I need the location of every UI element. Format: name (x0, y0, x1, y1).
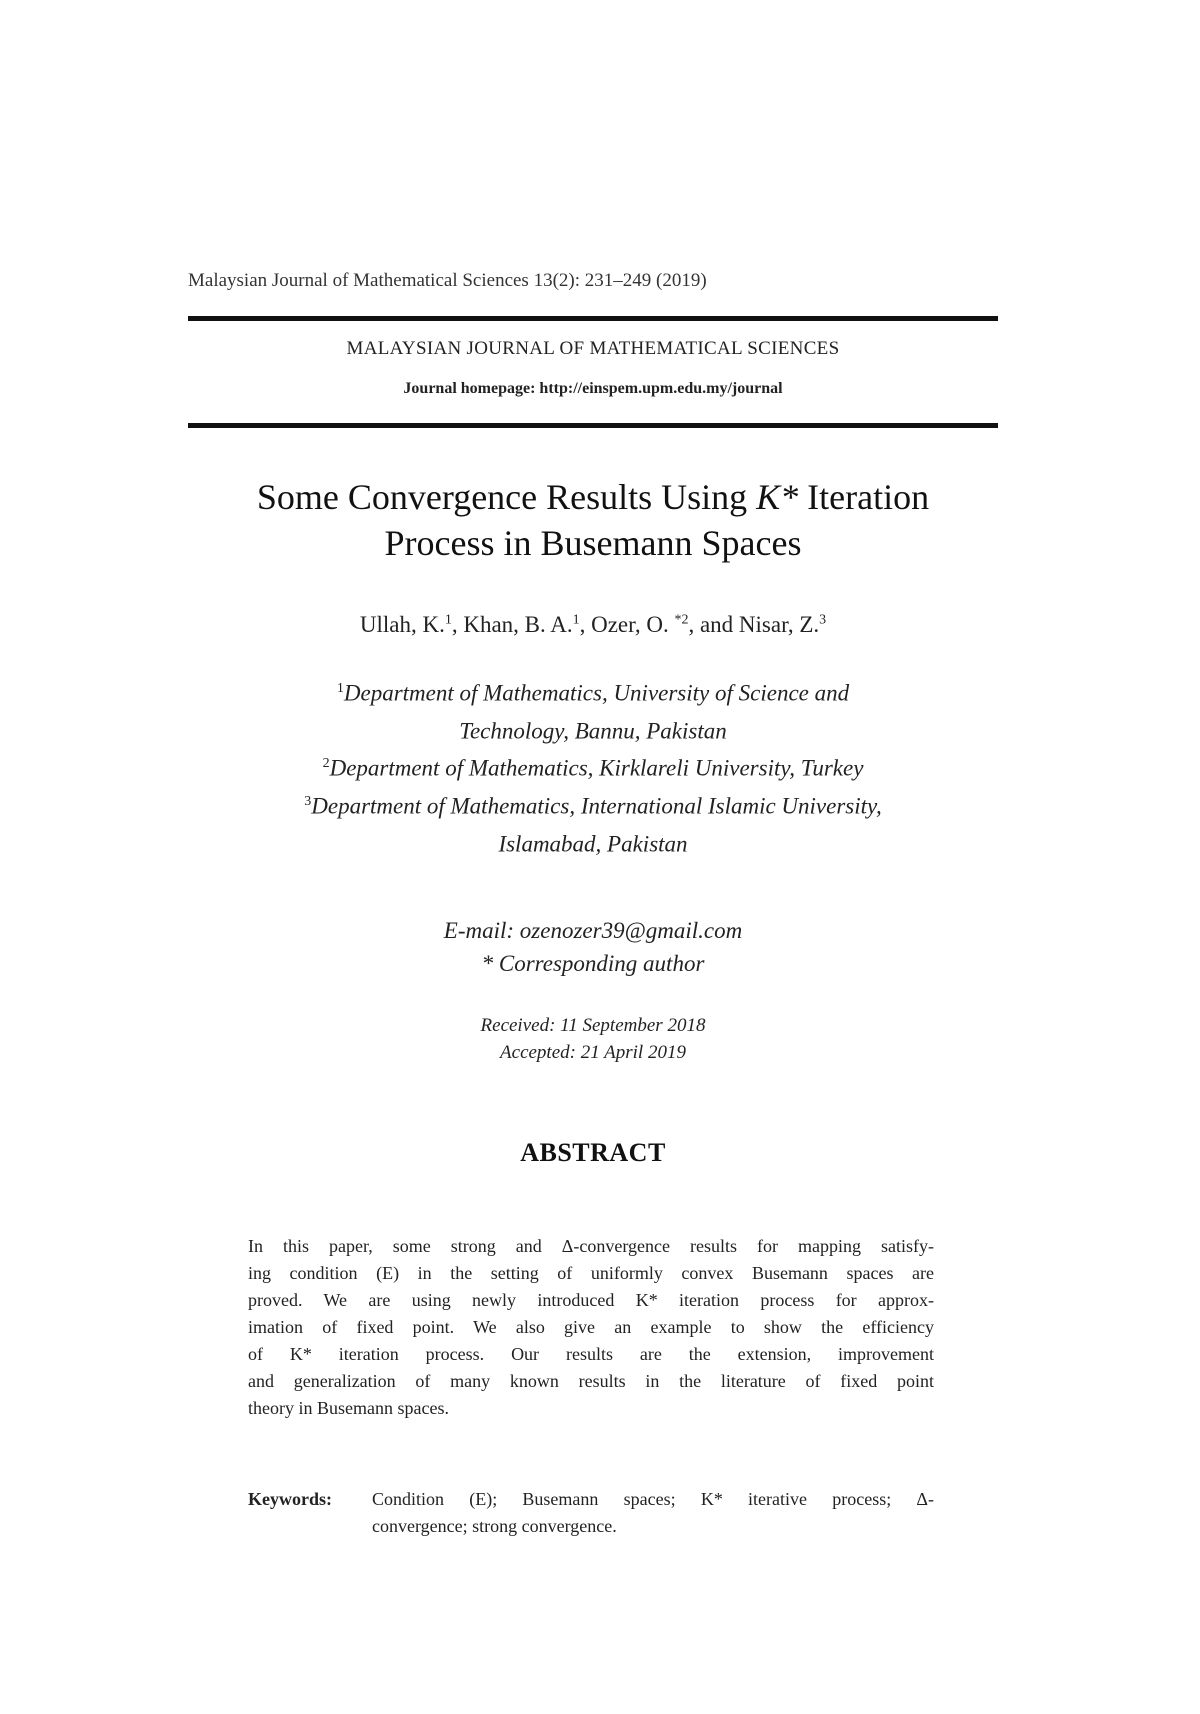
affiliation-line (120, 672, 1066, 710)
header-rule-top (188, 316, 998, 321)
corresponding-author-note: * Corresponding author (481, 951, 705, 976)
paper-title (120, 474, 1066, 566)
submission-dates (120, 1012, 1066, 1066)
keywords-line: Condition (E); Busemann spaces; K* iterative process; Δ- (372, 1489, 934, 1509)
title-line-1 (120, 474, 1066, 520)
abstract-line: In this paper, some strong and Δ-convergence results for mapping satisfy- (248, 1236, 934, 1256)
author-name: Nisar, Z. (738, 612, 820, 637)
author-separator: , and (688, 612, 739, 637)
author-affiliation-mark: 3 (819, 612, 827, 628)
author-separator: , (579, 612, 592, 637)
accepted-date: Accepted: 21 April 2019 (500, 1042, 686, 1063)
affiliation-text: Islamabad, Pakistan (498, 831, 688, 857)
abstract-line: proved. We are using newly introduced K* iteration process for approx- (248, 1290, 934, 1310)
author-name: Ullah, K. (359, 612, 445, 637)
affiliation-line (120, 710, 1066, 748)
title-line-2: Process in Busemann Spaces (384, 523, 802, 563)
abstract-line: ing condition (E) in the setting of uniformly convex Busemann spaces are (248, 1263, 934, 1283)
title-symbol: K* (756, 477, 799, 517)
affiliation-text: Department of Mathematics, University of Science and (343, 680, 850, 706)
title-text-pre: Some Convergence Results Using (256, 477, 757, 517)
abstract-line: and generalization of many known results in the literature of fixed point (248, 1371, 934, 1391)
affiliation-mark: 3 (304, 793, 312, 809)
keywords-text (372, 1486, 934, 1540)
affiliation-list (120, 672, 1066, 860)
abstract-body (248, 1233, 934, 1422)
journal-homepage: Journal homepage: http://einspem.upm.edu.my/journal (403, 380, 783, 397)
abstract-line: of K* iteration process. Our results are the extension, improvement (248, 1344, 934, 1364)
running-head: Malaysian Journal of Mathematical Sciences 13(2): 231–249 (2019) (188, 270, 707, 291)
header-rule-bottom (188, 423, 998, 428)
abstract-heading: ABSTRACT (520, 1138, 666, 1167)
affiliation-line (120, 785, 1066, 823)
author-list (120, 612, 1066, 638)
affiliation-text: Department of Mathematics, International Islamic University, (311, 793, 882, 819)
received-date: Received: 11 September 2018 (480, 1015, 706, 1036)
author-affiliation-mark: *2 (674, 612, 689, 628)
affiliation-text: Department of Mathematics, Kirklareli University, Turkey (329, 755, 864, 781)
author-name: Khan, B. A. (463, 612, 573, 637)
keywords-label: Keywords: (248, 1489, 332, 1509)
journal-name: MALAYSIAN JOURNAL OF MATHEMATICAL SCIENCES (346, 338, 840, 359)
title-text-post: Iteration (798, 477, 930, 517)
author-affiliation-mark: 1 (572, 612, 580, 628)
affiliation-mark: 1 (336, 681, 344, 696)
author-name: Ozer, O. (591, 612, 675, 637)
abstract-line: imation of fixed point. We also give an example to show the efficiency (248, 1317, 934, 1337)
abstract-line: theory in Busemann spaces. (248, 1398, 449, 1418)
keywords-line: convergence; strong convergence. (372, 1516, 617, 1536)
affiliation-mark: 2 (322, 756, 330, 772)
author-separator: , (451, 612, 464, 637)
affiliation-line (120, 823, 1066, 861)
author-affiliation-mark: 1 (444, 612, 452, 628)
affiliation-line (120, 747, 1066, 785)
author-email: E-mail: ozenozer39@gmail.com (443, 918, 743, 943)
contact-info (120, 914, 1066, 980)
affiliation-text: Technology, Bannu, Pakistan (459, 718, 727, 744)
